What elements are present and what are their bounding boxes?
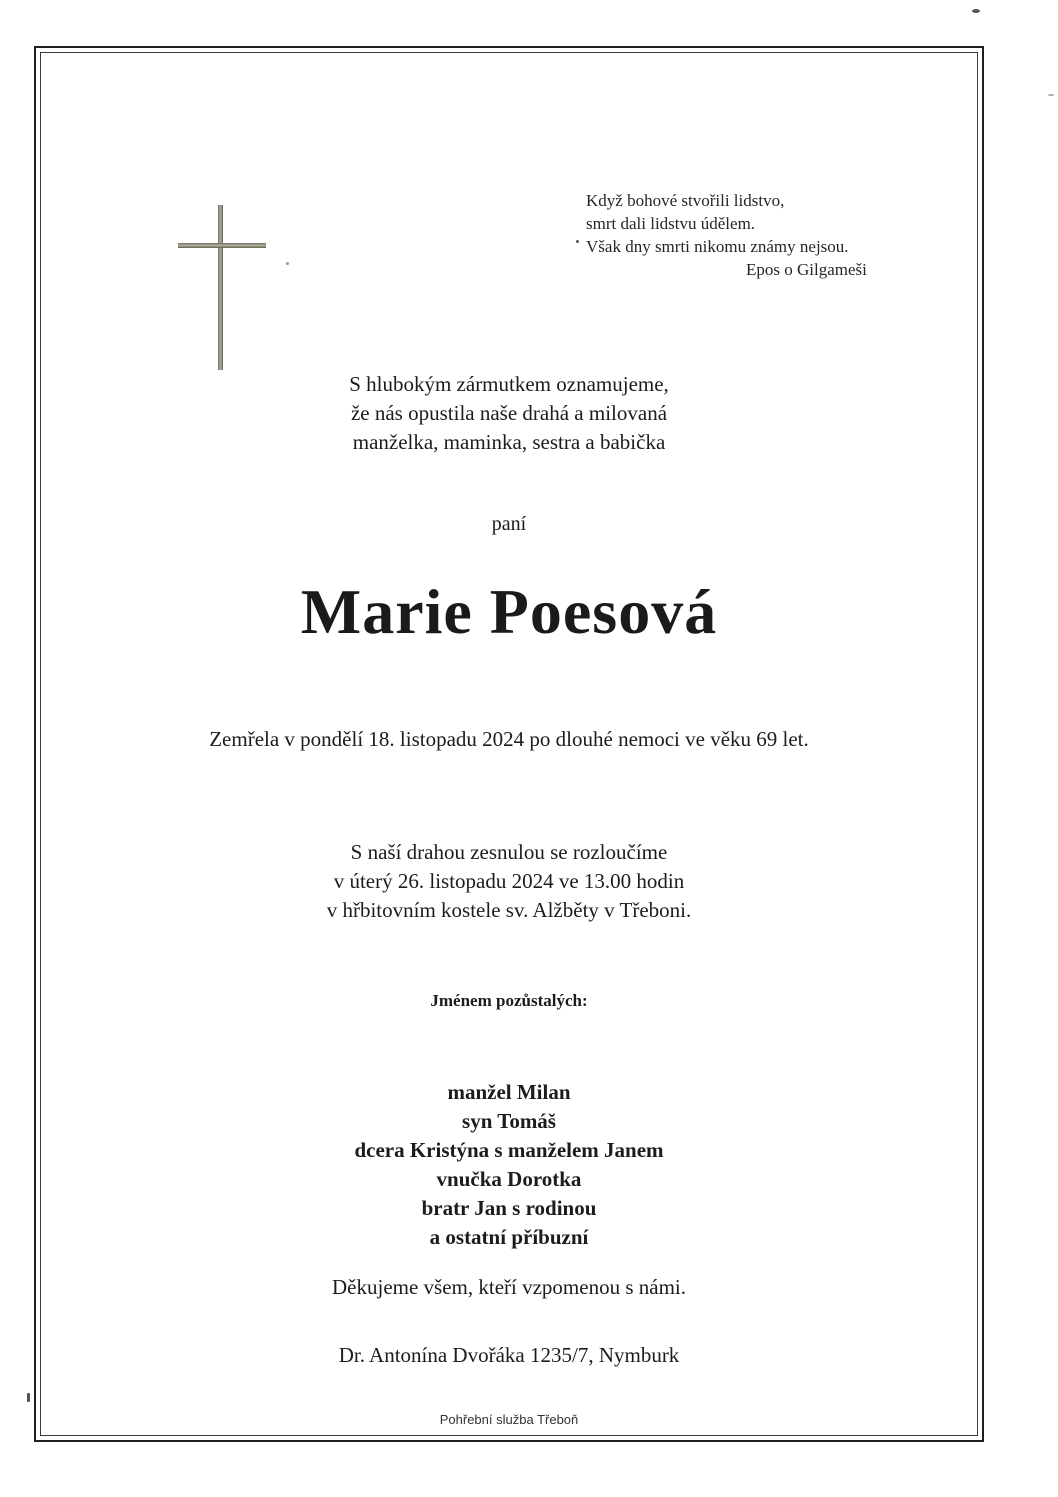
farewell-line-2: v úterý 26. listopadu 2024 ve 13.00 hodin bbox=[333, 869, 685, 893]
announcement-line-2: že nás opustila naše drahá a milovaná bbox=[350, 401, 668, 425]
announcement-line-3: manželka, maminka, sestra a babička bbox=[352, 430, 666, 454]
thanks-text: Děkujeme všem, kteří vzpomenou s námi. bbox=[332, 1275, 686, 1299]
funeral-service-footer: Pohřební služba Třeboň bbox=[439, 1412, 579, 1427]
family-list bbox=[40, 1078, 978, 1252]
on-behalf-label: Jménem pozůstalých: bbox=[430, 991, 588, 1010]
cross-icon bbox=[178, 205, 266, 370]
farewell-details bbox=[40, 838, 978, 925]
family-member: bratr Jan s rodinou bbox=[421, 1196, 597, 1220]
family-member: a ostatní příbuzní bbox=[429, 1225, 589, 1249]
quote-line-3: Však dny smrti nikomu známy nejsou. bbox=[586, 237, 849, 256]
death-notice: Zemřela v pondělí 18. listopadu 2024 po dlouhé nemoci ve věku 69 let. bbox=[209, 727, 809, 751]
deceased-name: Marie Poesová bbox=[300, 576, 718, 647]
scan-speck bbox=[576, 240, 579, 243]
family-member: manžel Milan bbox=[447, 1080, 571, 1104]
address-text: Dr. Antonína Dvořáka 1235/7, Nymburk bbox=[338, 1343, 680, 1367]
farewell-line-3: v hřbitovním kostele sv. Alžběty v Třeboni. bbox=[326, 898, 692, 922]
quote-line-1: Když bohové stvořili lidstvo, bbox=[586, 191, 785, 210]
scan-speck bbox=[27, 1393, 30, 1402]
scan-speck bbox=[286, 262, 289, 265]
epigraph-quote bbox=[586, 189, 926, 281]
honorific: paní bbox=[491, 513, 527, 535]
announcement-text bbox=[40, 370, 978, 457]
family-member: syn Tomáš bbox=[462, 1109, 556, 1133]
scan-speck bbox=[972, 9, 980, 13]
farewell-line-1: S naší drahou zesnulou se rozloučíme bbox=[350, 840, 668, 864]
announcement-line-1: S hlubokým zármutkem oznamujeme, bbox=[349, 372, 669, 396]
quote-line-2: smrt dali lidstvu údělem. bbox=[586, 214, 756, 233]
scan-speck bbox=[1048, 94, 1054, 96]
family-member: dcera Kristýna s manželem Janem bbox=[354, 1138, 664, 1162]
quote-author: Epos o Gilgameši bbox=[746, 260, 867, 279]
family-member: vnučka Dorotka bbox=[436, 1167, 582, 1191]
